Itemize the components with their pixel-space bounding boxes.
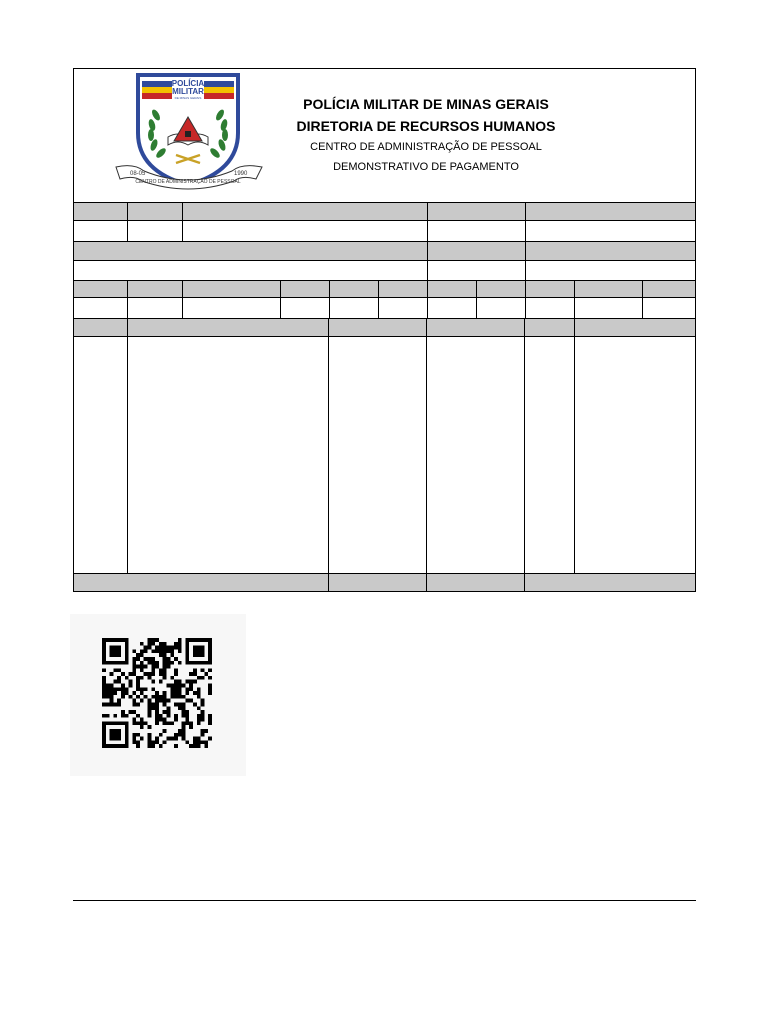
label-cell: [183, 203, 428, 220]
center-name: CENTRO DE ADMINISTRAÇÃO DE PESSOAL: [310, 141, 542, 153]
value-cell: [128, 221, 183, 241]
table-column: [525, 337, 575, 573]
value-cell: [281, 298, 330, 318]
value-cell: [643, 298, 695, 318]
label-cell: [330, 281, 379, 297]
value-cell: [128, 298, 183, 318]
value-row-3: [74, 298, 695, 319]
label-cell: [74, 242, 428, 260]
value-cell: [526, 298, 575, 318]
label-row-3: [74, 281, 695, 298]
table-column: [128, 337, 329, 573]
label-cell: [128, 281, 183, 297]
value-cell: [330, 298, 379, 318]
directorate-name: DIRETORIA DE RECURSOS HUMANOS: [296, 118, 556, 134]
label-row-1: [74, 203, 695, 221]
column-header: [74, 319, 128, 336]
value-cell: [477, 298, 526, 318]
earnings-table-body: [74, 337, 695, 574]
logo-year-right: 1990: [234, 171, 248, 177]
logo-year-left: 08-05: [130, 171, 146, 177]
label-cell: [428, 203, 526, 220]
logo-ribbon-text: CENTRO DE ADMINISTRAÇÃO DE PESSOAL: [135, 179, 241, 185]
value-row-1: [74, 221, 695, 242]
value-row-2: [74, 261, 695, 281]
label-cell: [281, 281, 330, 297]
label-cell: [428, 242, 526, 260]
total-cell: [74, 574, 329, 591]
label-row-2: [74, 242, 695, 261]
value-cell: [379, 298, 428, 318]
table-column: [427, 337, 525, 573]
label-cell: [643, 281, 695, 297]
value-cell: [183, 298, 281, 318]
label-cell: [379, 281, 428, 297]
totals-row: [74, 574, 695, 591]
value-cell: [428, 261, 526, 280]
label-cell: [74, 281, 128, 297]
logo-text-top: POLÍCIA: [171, 79, 205, 88]
form-header: [74, 69, 695, 203]
table-column: [575, 337, 695, 573]
footer-divider: [73, 900, 696, 901]
table-column: [329, 337, 427, 573]
column-header: [525, 319, 575, 336]
label-cell: [183, 281, 281, 297]
value-cell: [74, 261, 428, 280]
value-cell: [74, 298, 128, 318]
label-cell: [526, 242, 695, 260]
value-cell: [428, 298, 477, 318]
header-titles: [296, 93, 556, 177]
payment-statement-form: [73, 68, 696, 592]
logo-text-mid: MILITAR: [172, 87, 204, 96]
pmmg-emblem-logo: [114, 71, 266, 195]
value-cell: [526, 261, 695, 280]
label-cell: [575, 281, 643, 297]
column-header: [427, 319, 525, 336]
label-cell: [526, 281, 575, 297]
logo-text-small: DE MINAS GERAIS: [174, 96, 202, 100]
value-cell: [183, 221, 428, 241]
value-cell: [74, 221, 128, 241]
value-cell: [526, 221, 695, 241]
qr-code: [100, 638, 214, 748]
column-header: [329, 319, 427, 336]
document-title: DEMONSTRATIVO DE PAGAMENTO: [333, 161, 519, 173]
total-cell: [525, 574, 695, 591]
institution-name: POLÍCIA MILITAR DE MINAS GERAIS: [303, 96, 549, 112]
value-cell: [575, 298, 643, 318]
label-cell: [477, 281, 526, 297]
label-cell: [74, 203, 128, 220]
earnings-table-header: [74, 319, 695, 337]
column-header: [128, 319, 329, 336]
value-cell: [428, 221, 526, 241]
label-cell: [428, 281, 477, 297]
table-column: [74, 337, 128, 573]
label-cell: [128, 203, 183, 220]
column-header: [575, 319, 695, 336]
label-cell: [526, 203, 695, 220]
total-cell: [329, 574, 427, 591]
qr-code-area: [70, 614, 246, 776]
total-cell: [427, 574, 525, 591]
